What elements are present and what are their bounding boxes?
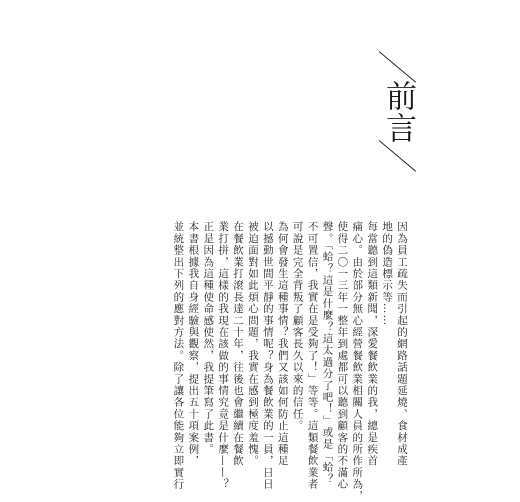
text-line: 業打拼，這樣的我現在該做的事情究竟是什麼——？ (217, 221, 230, 491)
text-line: 可說是完全背叛了顧客長久以來的信任。 (291, 221, 304, 432)
text-line: 因為員工疏失而引起的網路話題延燒、食材成產 (396, 221, 408, 467)
text-line: 地的偽造標示等…… (381, 221, 394, 327)
title-slash-bottom (379, 140, 416, 172)
text-line: 並統整出下列的應對方法。除了讓各位能夠立即實行 (172, 221, 185, 491)
text-line: 使得二〇一三年一整年到處都可以聽到顧客的不滿心 (336, 221, 349, 491)
text-line: 被迫面對如此煩心問題，我實在感到極度羞愧。 (246, 221, 259, 467)
text-line: 聲。「蛤？這是什麼？這太過分了吧！」或是「蛤？ (321, 221, 334, 485)
body-text (171, 221, 410, 502)
text-line: 每當聽到這類新聞，深愛餐飲業的我，總是疾首 (366, 221, 379, 467)
text-line: 在餐飲業打滾長達二十年，往後也會繼續在餐飲 (232, 221, 245, 467)
text-line: 本書根據我自身經驗與觀察，提出五十項案例， (187, 221, 200, 467)
text-line: 痛心。由於部分無心經營餐飲業相關人員的所作所為， (351, 221, 364, 502)
text-line: 正是因為這種使命感使然，我提筆寫了此書。 (202, 221, 215, 455)
text-line: 不可置信，我實在是受夠了！」等等。這類餐飲業者 (306, 221, 319, 491)
chapter-title: 前言 (380, 80, 416, 144)
text-line: 為何會發生這種事情？我們又該如何防止這種足 (276, 221, 289, 467)
title-slash-top (379, 51, 416, 83)
text-line: 以撼動世間平靜的事情呢？身為餐飲業的一員，日日 (261, 221, 274, 491)
